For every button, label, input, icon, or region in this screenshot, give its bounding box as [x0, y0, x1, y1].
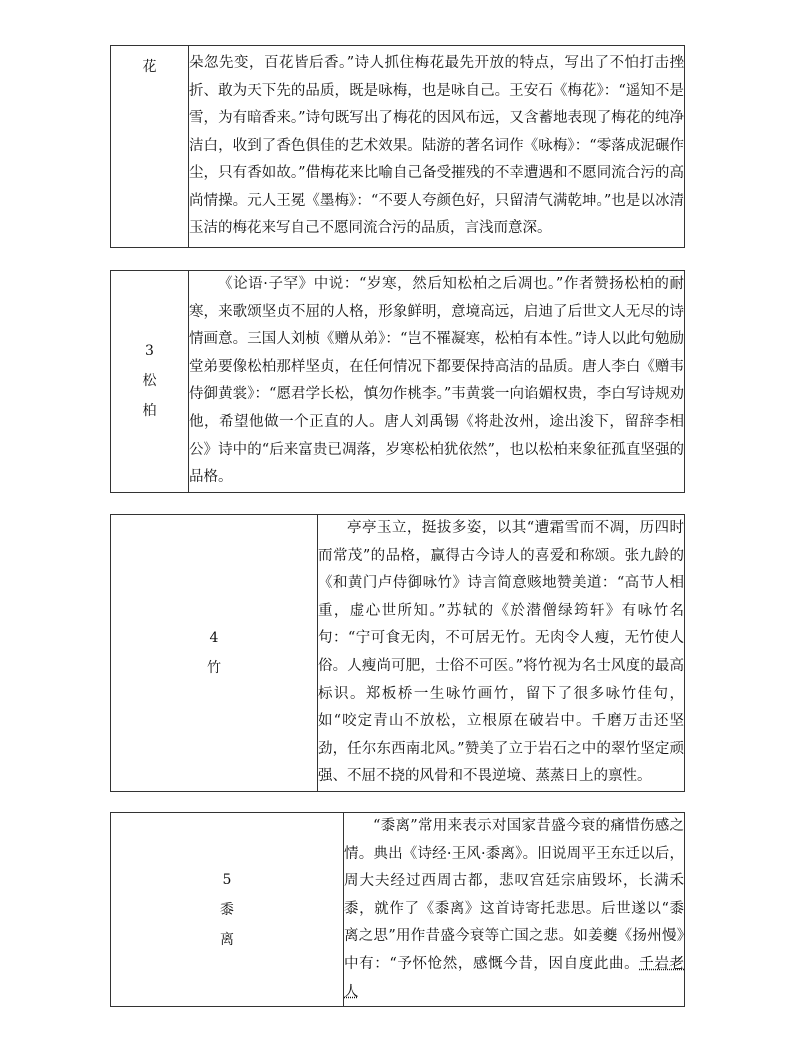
section-content-cell [189, 271, 685, 493]
section-label-cell [111, 515, 318, 792]
section-text: 《论语·子罕》中说：“岁寒，然后知松柏之后凋也。”作者赞扬松柏的耐寒，来歌颂坚贞不屈的人格，形象鲜明，意境高远，启迪了后世文人无尽的诗情画意。三国人刘桢《赠从弟》：“岂不罹凝寒，松柏有本性。”诗人以此句勉励堂弟要像松柏那样坚贞，在任何情况下都要保持高洁的品质。唐人李白《赠韦侍御黄裳》：“愿君学长松，慎勿作桃李。”韦黄裳一向谄媚权贵，李白写诗规劝他，希望他做一个正直的人。唐人刘禹锡《将赴汝州，途出浚下，留辞李相公》诗中的“后来富贵已凋落，岁寒松柏犹依然”，也以松柏来象征孤直坚强的品格。 [189, 276, 684, 486]
section-text: 亭亭玉立，挺拔多姿，以其“遭霜雪而不凋，历四时而常茂”的品格，赢得古今诗人的喜爱和称颂。张九龄的《和黄门卢侍御咏竹》诗言简意赅地赞美道：“高节人相重，虚心世所知。”苏轼的《於潜僧绿筠轩》有咏竹名句：“宁可食无肉，不可居无竹。无肉令人瘦，无竹使人俗。人瘦尚可肥，士俗不可医。”将竹视为名士风度的最高标识。郑板桥一生咏竹画竹，留下了很多咏竹佳句，如“咬定青山不放松，立根原在破岩中。千磨万击还坚劲，任尔东西南北风。”赞美了立于岩石之中的翠竹坚定顽强、不屈不挠的风骨和不畏逆境、蒸蒸日上的禀性。 [318, 520, 684, 785]
table-row [111, 813, 685, 1007]
section-content-cell [189, 46, 685, 248]
table-section-plum [110, 45, 685, 248]
table-row [111, 46, 685, 248]
table-section-bamboo [110, 514, 685, 792]
section-name-char: 离 [220, 931, 234, 948]
section-text: 朵忽先变，百花皆后香。”诗人抓住梅花最先开放的特点，写出了不怕打击挫折、敢为天下先的品质，既是咏梅，也是咏自己。王安石《梅花》：“遥知不是雪，为有暗香来。”诗句既写出了梅花的因风布远，又含蓄地表现了梅花的纯净洁白，收到了香色俱佳的艺术效果。陆游的著名词作《咏梅》：“零落成泥碾作尘，只有香如故。”借梅花来比喻自己备受摧残的不幸遭遇和不愿同流合污的高尚情操。元人王冕《墨梅》：“不要人夸颜色好，只留清气满乾坤。”也是以冰清玉洁的梅花来写自己不愿同流合污的品质，言浅而意深。 [189, 54, 684, 237]
section-content-cell [318, 515, 685, 792]
section-label-cell [111, 271, 189, 493]
section-number: 4 [209, 629, 219, 646]
table-section-pine-cypress [110, 270, 685, 493]
section-number: 5 [222, 871, 232, 888]
section-name-char: 黍 [220, 901, 234, 918]
section-name: 竹 [207, 659, 221, 676]
section-number: 3 [145, 343, 154, 360]
section-content-cell [344, 813, 685, 1007]
section-name-char: 松 [142, 373, 157, 390]
table-row [111, 271, 685, 493]
section-name-char: 柏 [142, 403, 157, 420]
section-text: “黍离”常用来表示对国家昔盛今衰的痛惜伤感之情。典出《诗经·王风·黍离》。旧说周平王东迁以后，周大夫经过西周古都，悲叹宫廷宗庙毁坏，长满禾黍，就作了《黍离》这首诗寄托悲思。后世遂以“黍离之思”用作昔盛今衰等亡国之悲。如姜夔《扬州慢》中有：“予怀怆然，感慨今昔，因自度此曲。 [344, 818, 684, 972]
section-label-cell [111, 46, 189, 248]
table-section-shuli [110, 812, 685, 1007]
table-row [111, 515, 685, 792]
section-text-tail: 千岩老人 [344, 955, 684, 1000]
section-name: 花 [142, 59, 157, 75]
section-text-container [344, 813, 684, 1006]
section-label-cell [111, 813, 344, 1007]
